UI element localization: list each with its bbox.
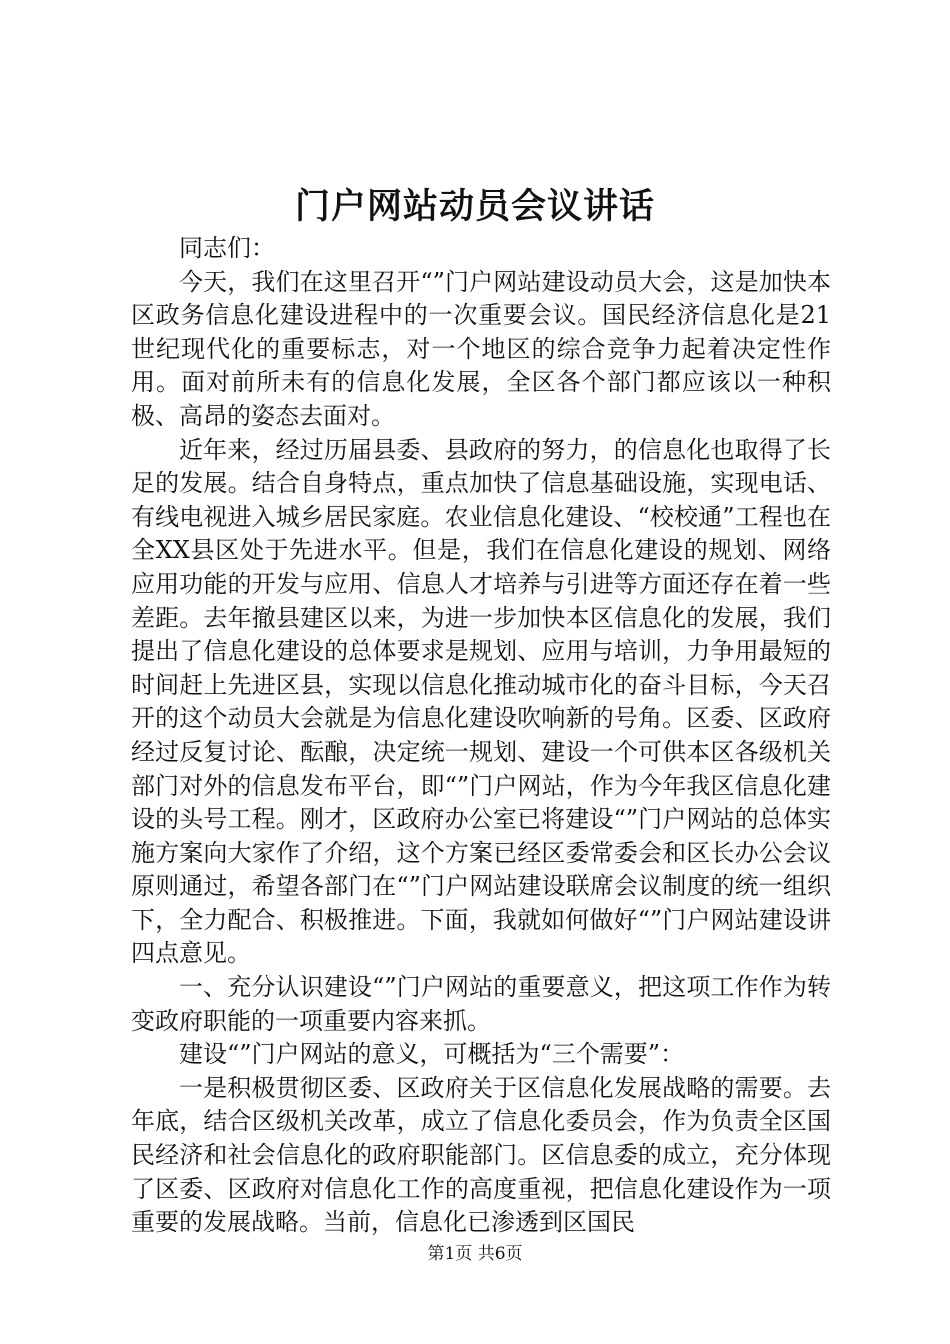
- paragraph: 一是积极贯彻区委、区政府关于区信息化发展战略的需要。去年底，结合区级机关改革，成立了信息化委员会，作为负责全区国民经济和社会信息化的政府职能部门。区信息委的成立，充分体现了区委、区政府对信息化工作的高度重视，把信息化建设作为一项重要的发展战略。当前，信息化已渗透到区国民: [131, 1073, 831, 1237]
- paragraph: 建设“”门户网站的意义，可概括为“三个需要”：: [179, 1040, 685, 1069]
- page-footer: 第1页 共6页: [427, 1244, 523, 1264]
- document-title: 门户网站动员会议讲话: [294, 186, 655, 227]
- paragraph: 今天，我们在这里召开“”门户网站建设动员大会，这是加快本区政务信息化建设进程中的一次重要会议。国民经济信息化是21世纪现代化的重要标志，对一个地区的综合竞争力起着决定性作用。面对前所未有的信息化发展，全区各个部门都应该以一种积极、高昂的姿态去面对。: [131, 267, 831, 430]
- section-heading: 一、充分认识建设“”门户网站的重要意义，把这项工作作为转变政府职能的一项重要内容来抓。: [131, 973, 831, 1035]
- salutation: 同志们：: [179, 234, 275, 262]
- document-body: [131, 232, 831, 1240]
- paragraph: 近年来，经过历届县委、县政府的努力，的信息化也取得了长足的发展。结合自身特点，重点加快了信息基础设施，实现电话、有线电视进入城乡居民家庭。农业信息化建设、“校校通”工程也在全XX县区处于先进水平。但是，我们在信息化建设的规划、网络应用功能的开发与应用、信息人才培养与引进等方面还存在着一些差距。去年撤县建区以来，为进一步加快本区信息化的发展，我们提出了信息化建设的总体要求是规划、应用与培训，力争用最短的时间赶上先进区县，实现以信息化推动城市化的奋斗目标，今天召开的这个动员大会就是为信息化建设吹响新的号角。区委、区政府经过反复讨论、酝酿，决定统一规划、建设一个可供本区各级机关部门对外的信息发布平台，即“”门户网站，作为今年我区信息化建设的头号工程。刚才，区政府办公室已将建设“”门户网站的总体实施方案向大家作了介绍，这个方案已经区委常委会和区长办公会议原则通过，希望各部门在“”门户网站建设联席会议制度的统一组织下，全力配合、积极推进。下面，我就如何做好“”门户网站建设讲四点意见。: [131, 435, 831, 968]
